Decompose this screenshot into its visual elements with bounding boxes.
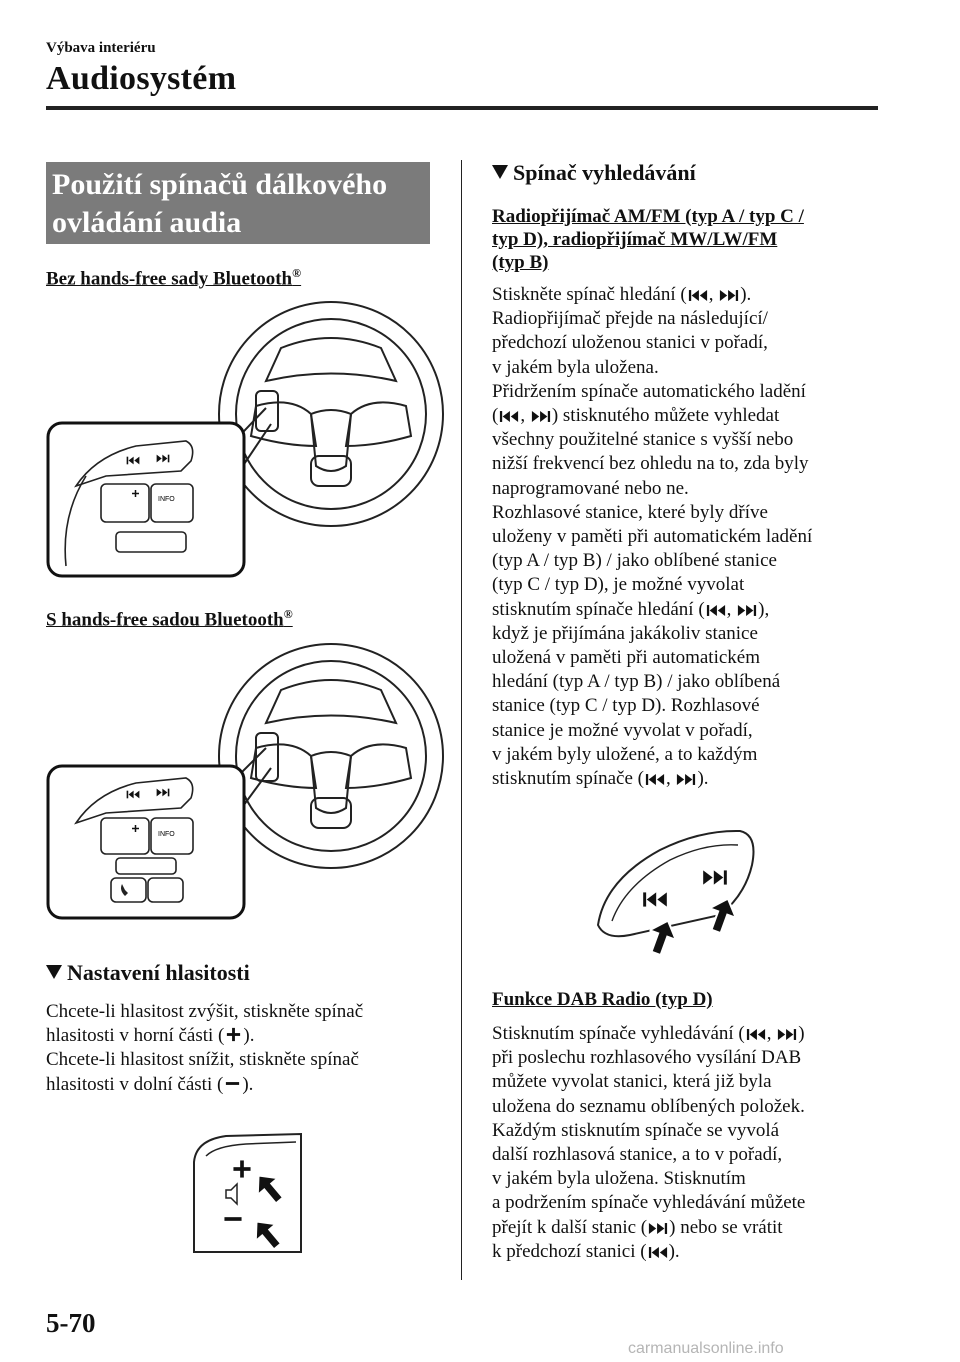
arrow-icon (247, 1213, 288, 1255)
plus-icon (233, 1160, 250, 1177)
minus-icon (224, 1217, 241, 1221)
steering-wheel-figure-1 (46, 296, 446, 578)
dab-paragraph: Stisknutím spínače vyhledávání ( , ) při poslechu rozhlasového vysílání DAB můžete vyvolat stanici, která již byla uložena do seznamu oblíbených položek. Každým stisknutím spínače se vyvolá další rozhlasová stanice, a to v pořadí, v jakém byla uložena. Stisknutím a podržením spínače vyhledávání můžete přejít k další stanic ( ) nebo se vrátit k předchozí stanici ( ). (492, 1023, 806, 1262)
section-title-line2: ovládání audia (52, 206, 242, 239)
chapter-title: Audiosystém (46, 60, 237, 97)
arrow-icon (249, 1167, 290, 1209)
subheading-am-fm: Radiopřijímač AM/FM (typ A / typ C / typ D), radiopřijímač MW/LW/FM (typ B) (492, 206, 804, 273)
subheading-without-handsfree: Bez hands-free sady Bluetooth® (46, 266, 302, 290)
section-title (46, 162, 430, 244)
seek-switch-figure (590, 825, 765, 975)
watermark: carmanualsonline.info (628, 1340, 784, 1357)
triangle-icon (492, 165, 508, 179)
seek-back-icon (643, 892, 667, 906)
header-rule (46, 106, 878, 110)
seek-back-icon (706, 604, 726, 617)
seek-forward-icon (648, 1222, 668, 1235)
seek-forward-icon (719, 289, 739, 302)
seek-forward-icon (676, 773, 696, 786)
speaker-icon (226, 1184, 237, 1204)
subheading-dab: Funkce DAB Radio (typ D) (492, 989, 713, 1010)
subheading-with-handsfree: S hands-free sadou Bluetooth® (46, 607, 293, 631)
triangle-icon (46, 965, 62, 979)
seek-forward-icon (737, 604, 757, 617)
seek-forward-icon (777, 1028, 797, 1041)
volume-paragraph: Chcete-li hlasitost zvýšit, stiskněte spínač hlasitosti v horní části ( ). Chcete-li hlasitost snížit, stiskněte spínač hlasitosti v dolní části ( ). (46, 1001, 364, 1095)
seek-back-icon (499, 410, 519, 423)
column-divider (461, 160, 462, 1280)
volume-switch-figure (186, 1132, 316, 1257)
seek-forward-icon (531, 410, 551, 423)
plus-icon (225, 1026, 242, 1043)
seek-back-icon (746, 1028, 766, 1041)
seek-paragraph: Stiskněte spínač hledání ( , ). Radiopřijímač přejde na následující/ předchozí uloženou stanici v pořadí, v jakém byla uložena. Přidržením spínače automatického ladění ( , ) stisknutého můžete vyhledat všechny použitelné stanice s vyšší nebo nižší frekvencí bez ohledu na to, zda byly naprogramované nebo ne. Rozhlasové stanice, které byly dříve uloženy v paměti při automatickém ladění (typ A / typ B) / jako oblíbené stanice (typ C / typ D), je možné vyvolat stisknutím spínače hledání ( , ), když je přijímána jakákoliv stanice uložená v paměti při automatickém hledání (typ A / typ B) / jako oblíbená stanice (typ C / typ D). Rozhlasové stanice je možné vyvolat v pořadí, v jakém byly uložené, a to každým stisknutím spínače ( , ). (492, 284, 813, 790)
steering-wheel-figure-2 (46, 638, 446, 920)
seek-back-icon (648, 1246, 668, 1259)
seek-back-icon (645, 773, 665, 786)
seek-back-icon (688, 289, 708, 302)
seek-forward-icon (703, 870, 727, 884)
info-label: INFO (158, 831, 175, 838)
info-label: INFO (158, 496, 175, 503)
volume-heading: Nastavení hlasitosti (46, 960, 250, 986)
minus-icon (224, 1075, 241, 1092)
page-number: 5-70 (46, 1308, 96, 1338)
chapter-subtitle: Výbava interiéru (46, 40, 156, 56)
section-title-line1: Použití spínačů dálkového (52, 168, 388, 201)
arrow-icon (643, 916, 681, 958)
seek-heading: Spínač vyhledávání (492, 160, 696, 186)
